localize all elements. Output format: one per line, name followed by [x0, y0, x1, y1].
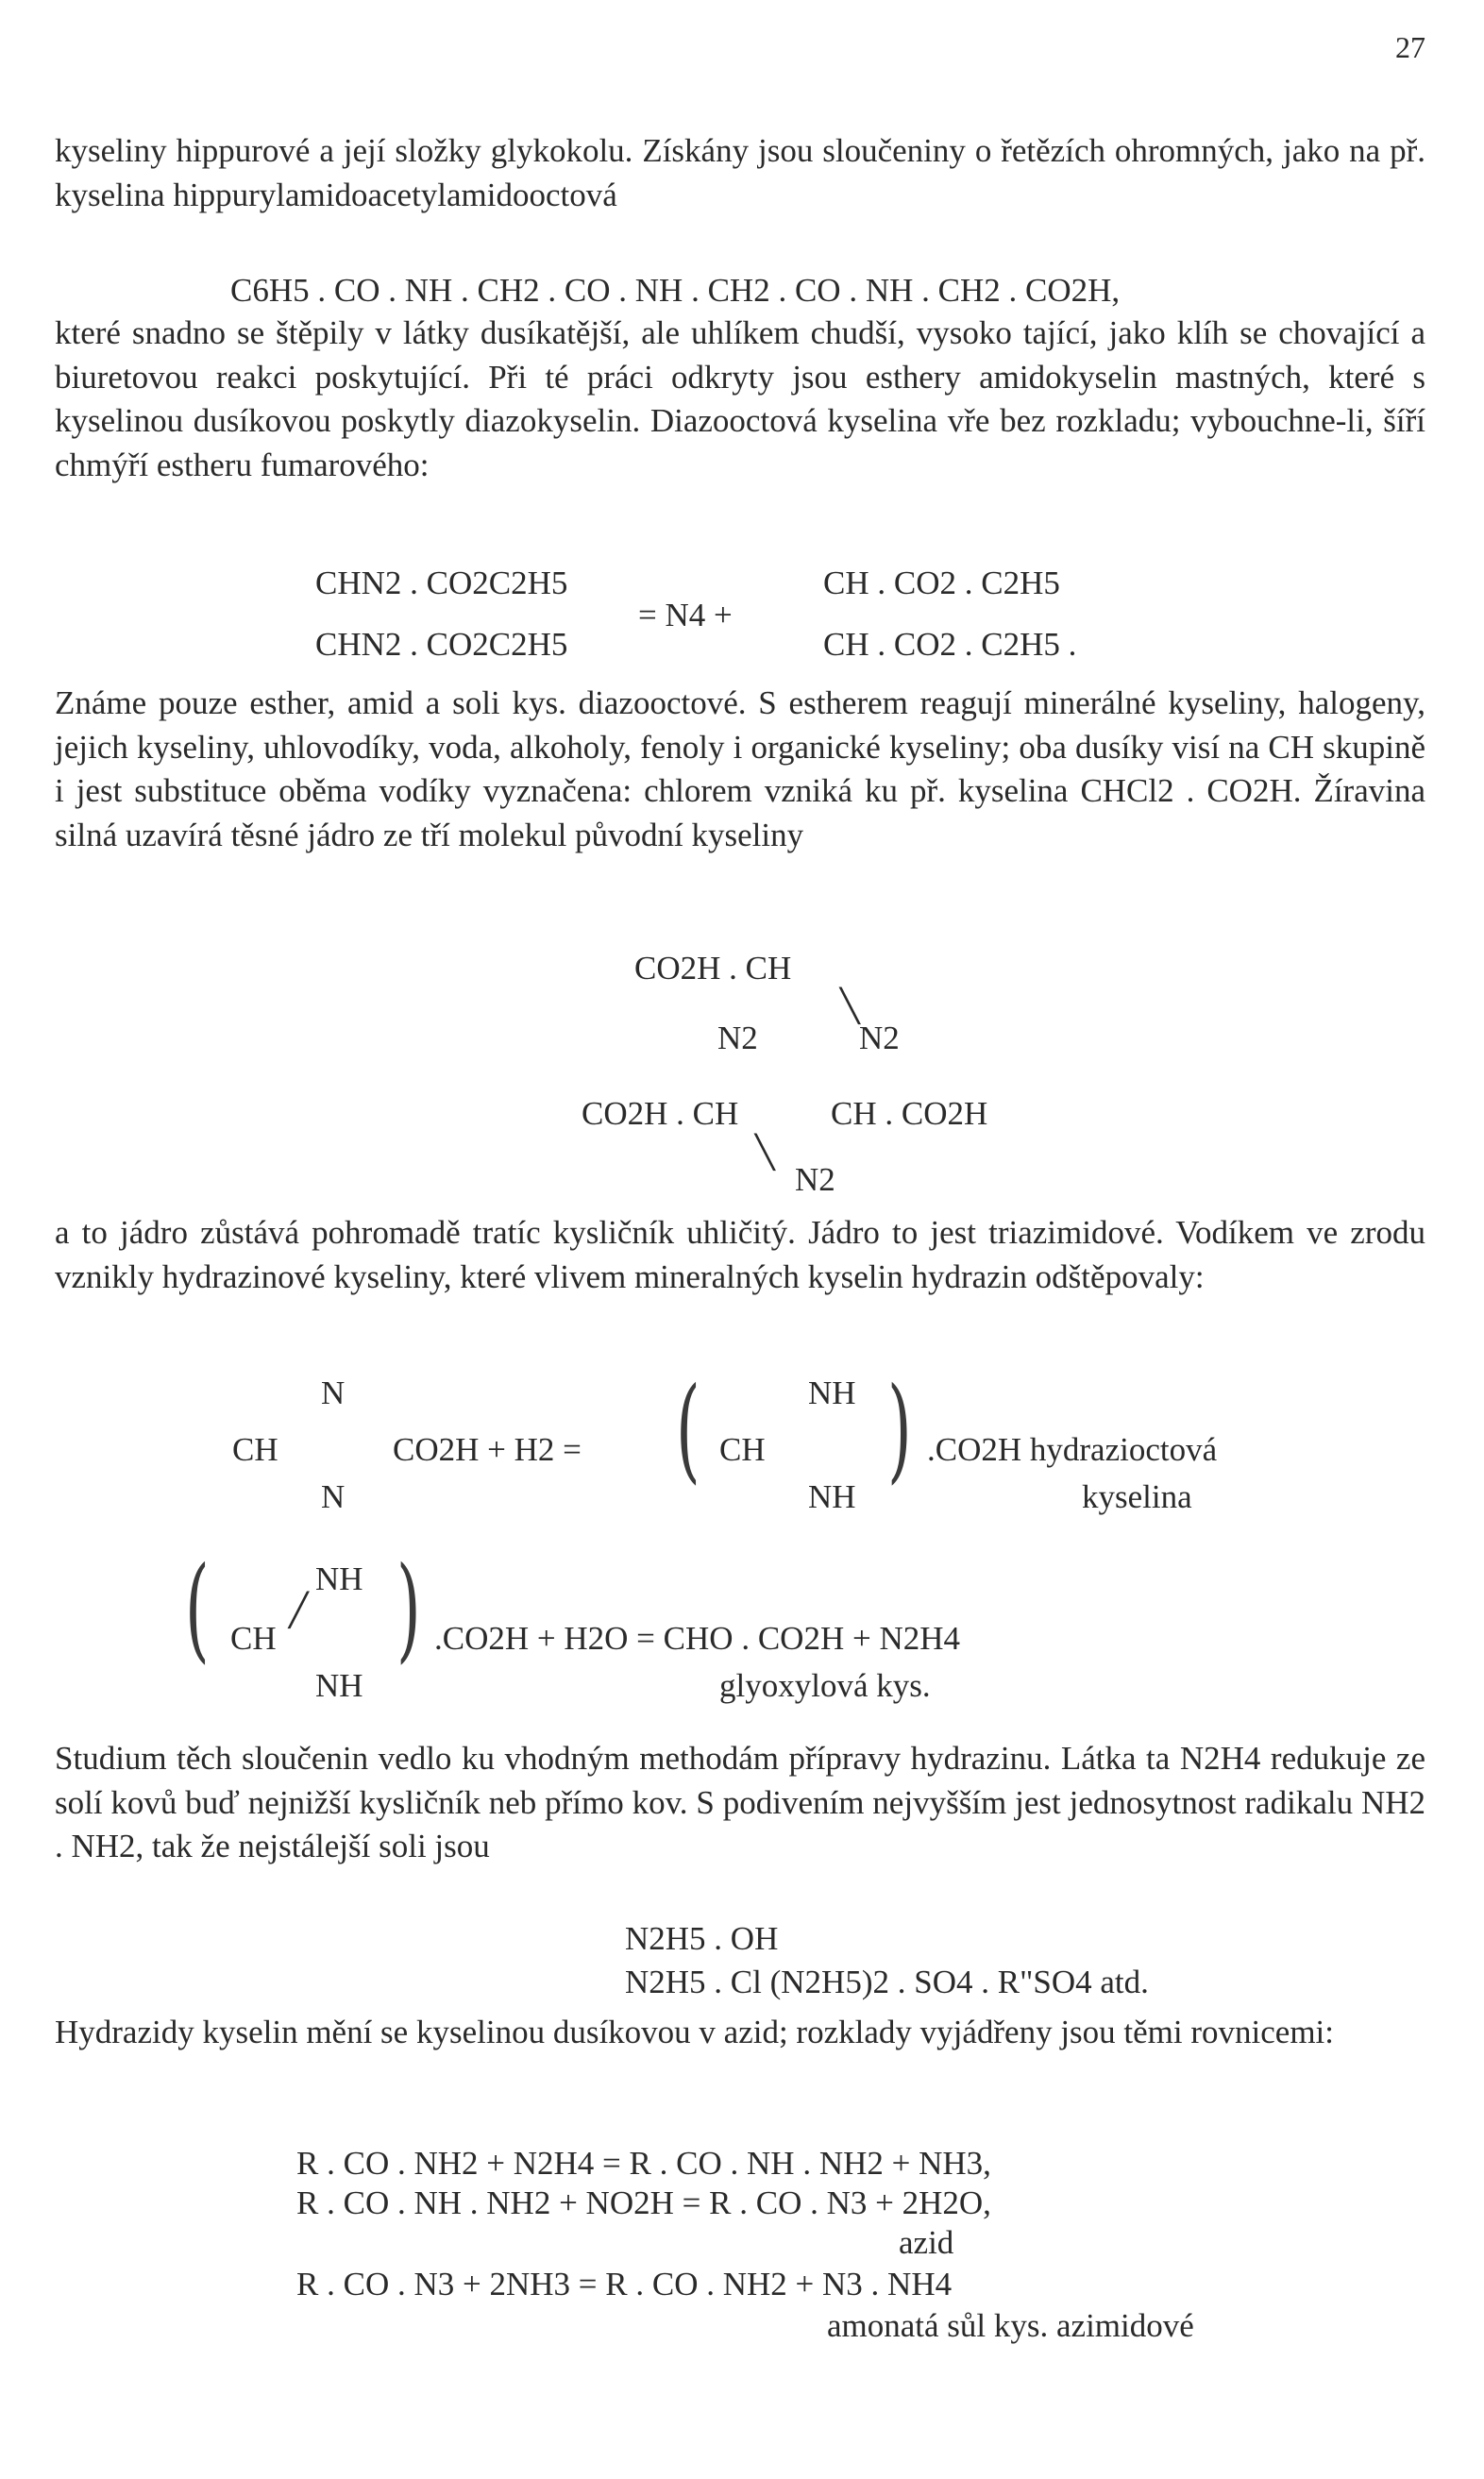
eq2-n-top: N — [321, 1374, 346, 1411]
salt-formula-1: N2H5 . OH — [625, 1920, 779, 1957]
paragraph-2: které snadno se štěpily v látky dusíkatější, ale uhlíkem chudší, vysoko tající, jako klíh se chovající a biuretovou reakci poskytující. Při té práci odkryty jsou esthery amidokyselin mastných, které s kyselinou dusíkovou poskytly diazokyselin. Diazooctová kyselina vře bez rozkladu; vybouchne-li, šíří chmýří estheru fumarového: — [55, 314, 1425, 483]
bond-line: ╲ — [840, 989, 860, 1024]
reaction-3-caption: amonatá sůl kys. azimidové — [827, 2307, 1194, 2344]
eq2-ch-inner: CH — [719, 1431, 766, 1468]
ring-n-left: N2 — [717, 1020, 758, 1056]
paragraph-5: Studium těch sloučenin vedlo ku vhodným methodám přípravy hydrazinu. Látka ta N2H4 redukuje ze solí kovů buď nejnižší kysličník neb přímo kov. S podivením nejvyšším jest jednosytnost radikalu NH2 . NH2, tak že nejstálejší soli jsou — [55, 1740, 1425, 1864]
eq3-nh-top: NH — [315, 1560, 363, 1597]
reaction-2-caption: azid — [899, 2224, 954, 2261]
paragraph-6: Hydrazidy kyselin mění se kyselinou dusíkovou v azid; rozklady vyjádřeny jsou těmi rovnicemi: — [55, 2014, 1335, 2050]
eq3-ch: CH — [230, 1620, 277, 1657]
ring-n-right: N2 — [859, 1020, 900, 1056]
eq2-ch: CH — [232, 1431, 278, 1468]
eq2-nh-top: NH — [808, 1374, 856, 1411]
eq1-middle: = N4 + — [638, 597, 733, 633]
eq3-nh-bottom: NH — [315, 1667, 363, 1704]
bond-line: ╲ — [755, 1136, 775, 1171]
ring-bottom-left: CO2H . CH — [582, 1095, 739, 1132]
ring-bottom-right: CH . CO2H — [831, 1095, 988, 1132]
open-paren: ( — [185, 1543, 210, 1675]
close-paren: ) — [396, 1543, 421, 1675]
eq3-caption: glyoxylová kys. — [719, 1667, 931, 1704]
open-paren: ( — [676, 1364, 700, 1495]
paragraph-4: a to jádro zůstává pohromadě tratíc kysličník uhličitý. Jádro to jest triazimidové. Vodíkem ve zrodu vznikly hydrazinové kyseliny, které vlivem mineralných kyselin hydrazin odštěpovaly: — [55, 1214, 1425, 1295]
eq2-middle: CO2H + H2 = — [393, 1431, 582, 1468]
eq3-rest: .CO2H + H2O = CHO . CO2H + N2H4 — [434, 1620, 961, 1657]
reaction-3: R . CO . N3 + 2NH3 = R . CO . NH2 + N3 . NH4 — [296, 2266, 953, 2302]
paragraph-1: kyseliny hippurové a její složky glykokolu. Získány jsou sloučeniny o řetězích ohromných, jako na př. kyselina hippurylamidoacetylamidooctová — [55, 132, 1425, 213]
eq1-right-top: CH . CO2 . C2H5 — [823, 565, 1060, 601]
eq2-nh-bottom: NH — [808, 1478, 856, 1515]
reaction-2: R . CO . NH . NH2 + NO2H = R . CO . N3 + 2H2O, — [296, 2184, 991, 2221]
eq2-suffix: .CO2H hydrazioctová — [927, 1431, 1218, 1468]
ring-top: CO2H . CH — [634, 950, 792, 987]
eq2-n-bottom: N — [321, 1478, 346, 1515]
eq1-left-bottom: CHN2 . CO2C2H5 — [315, 626, 568, 663]
paragraph-3: Známe pouze esther, amid a soli kys. diazooctové. S estherem reagují minerálné kyseliny, halogeny, jejich kyseliny, uhlovodíky, voda, alkoholy, fenoly i organické kyseliny; oba dusíky visí na CH skupině i jest substituce oběma vodíky vyznačena: chlorem vzniká ku př. kyselina CHCl2 . CO2H. Žíravina silná uzavírá těsné jádro ze tří molekul původní kyseliny — [55, 684, 1425, 853]
page-number: 27 — [1395, 30, 1425, 64]
bond-line: ╱ — [289, 1594, 309, 1628]
formula-hippuryl: C6H5 . CO . NH . CH2 . CO . NH . CH2 . CO . NH . CH2 . CO2H, — [230, 272, 1121, 309]
close-paren: ) — [887, 1364, 912, 1495]
ring-n-bottom: N2 — [795, 1161, 835, 1198]
eq1-left-top: CHN2 . CO2C2H5 — [315, 565, 568, 601]
eq1-right-bottom: CH . CO2 . C2H5 . — [823, 626, 1077, 663]
eq2-caption: kyselina — [1082, 1478, 1192, 1515]
salt-formula-2: N2H5 . Cl (N2H5)2 . SO4 . R"SO4 atd. — [625, 1964, 1149, 2000]
reaction-1: R . CO . NH2 + N2H4 = R . CO . NH . NH2 + NH3, — [296, 2145, 991, 2182]
